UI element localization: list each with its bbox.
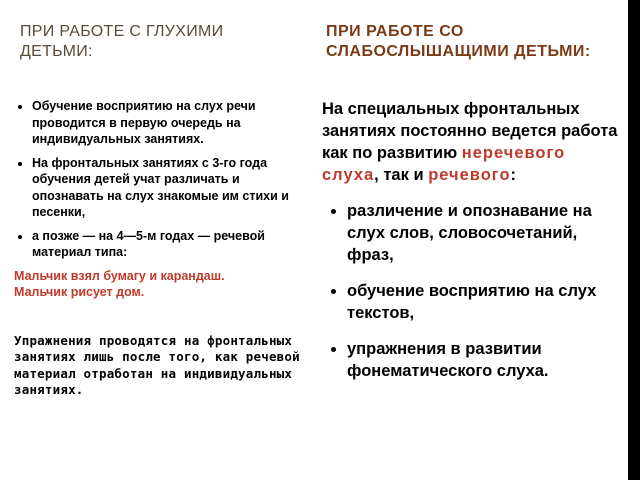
left-bullet-3: • а позже — на 4—5-м годах — речевой материал типа: xyxy=(32,228,314,261)
example-line-1: Мальчик взял бумагу и карандаш. xyxy=(14,268,225,283)
right-bullet-2: • обучение восприятию на слух текстов, xyxy=(347,280,622,324)
right-bullet-1: • различение и опознавание на слух слов, словосочетаний, фраз, xyxy=(347,200,622,266)
left-note: Упражнения проводятся на фронтальных занятиях лишь после того, как речевой материал отработан на индивидуальных занятиях. xyxy=(14,332,300,397)
left-bullet-list xyxy=(14,98,314,261)
term-speech-hearing: речевого xyxy=(428,166,511,184)
right-intro xyxy=(322,98,622,186)
intro-text-2: , так и xyxy=(374,166,424,184)
left-bullet-2: • На фронтальных занятиях с 3-го года обучения детей учат различать и опознавать на слух знакомые им стихи и песенки, xyxy=(32,155,314,221)
intro-colon: : xyxy=(510,166,517,184)
left-bullet-1: • Обучение восприятию на слух речи проводится в первую очередь на индивидуальных занятиях. xyxy=(32,98,314,148)
right-bullet-3: • упражнения в развитии фонематического слуха. xyxy=(347,338,622,382)
right-heading: ПРИ РАБОТЕ СО СЛАБОСЛЫШАЩИМИ ДЕТЬМИ: xyxy=(326,23,591,60)
right-bullet-list xyxy=(322,200,622,382)
example-line-2: Мальчик рисует дом. xyxy=(14,285,145,299)
left-column xyxy=(14,98,314,399)
right-column xyxy=(322,98,622,396)
intro-text-1: На специальных фронтальных занятиях постоянно ведется работа как по развитию xyxy=(322,100,618,162)
term-nonspeech-hearing: неречевого слуха xyxy=(322,144,566,184)
left-heading: ПРИ РАБОТЕ С ГЛУХИМИ ДЕТЬМИ: xyxy=(20,23,224,60)
right-edge-bar xyxy=(628,0,640,480)
